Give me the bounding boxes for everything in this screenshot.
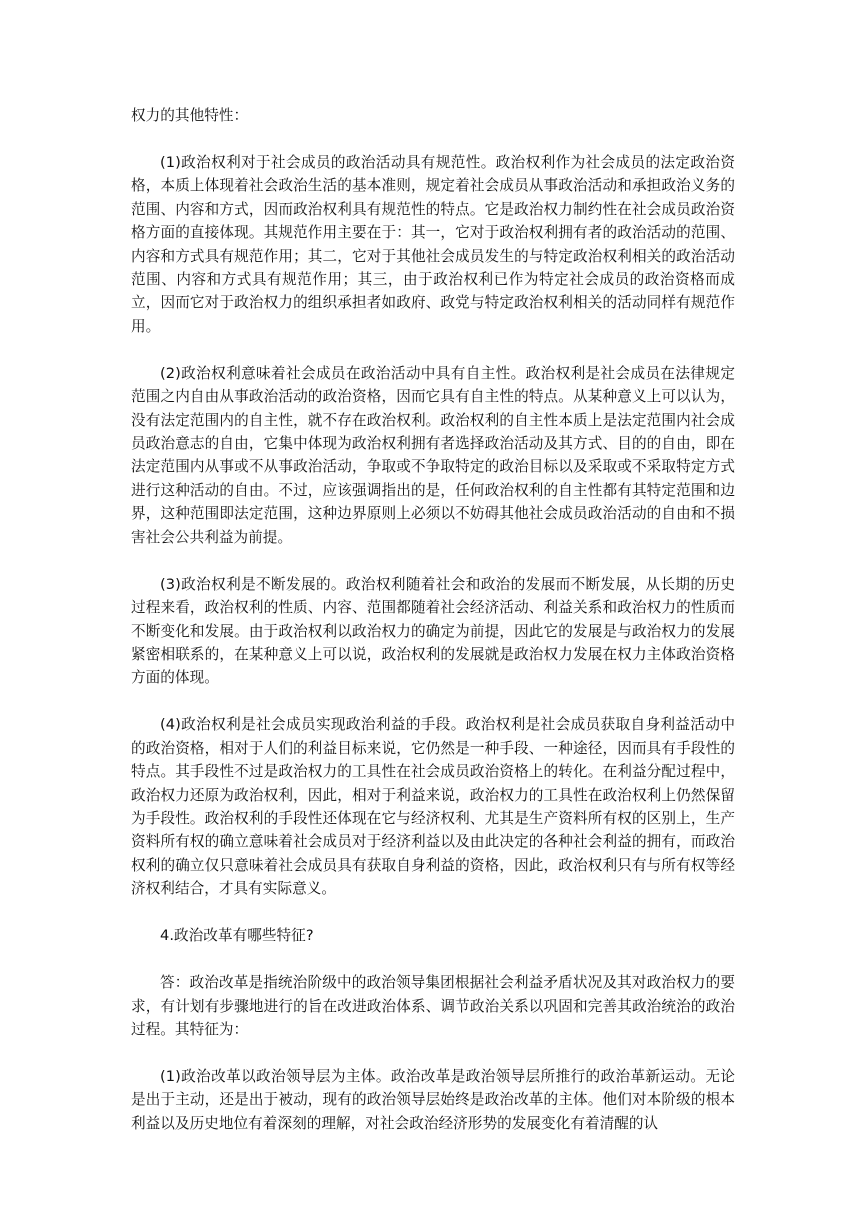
intro-text: 权力的其他特性： — [131, 107, 249, 124]
paragraph-4: (4)政治权利是社会成员实现政治利益的手段。政治权利是社会成员获取自身利益活动中的政治资格，相对于人们的利益目标来说，它仍然是一种手段、一种途径，因而具有手段性的特点。其手段性不过是政治权力的工具性在社会成员政治资格上的转化。在利益分配过程中，政治权力还原为政治权利，因此，相对于利益来说，政治权力的工具性在政治权利上仍然保留为手段性。政治权利的手段性还体现在它与经济权利、尤其是生产资料所有权的区别上，生产资料所有权的确立意味着社会成员对于经济利益以及由此决定的各种社会利益的拥有，而政治权利的确立仅只意味着社会成员具有获取自身利益的资格，因此，政治权利只有与所有权等经济权利结合，才具有实际意义。 — [131, 716, 735, 898]
question-heading: 4.政治改革有哪些特征? — [160, 927, 314, 945]
document-page — [131, 104, 735, 1135]
answer-point-1: (1)政治改革以政治领导层为主体。政治改革是政治领导层所推行的政治革新运动。无论是出于主动，还是出于被动，现有的政治领导层始终是政治改革的主体。他们对本阶级的根本利益以及历史地位有着深刻的理解，对社会政治经济形势的发展变化有着清醒的认 — [131, 1067, 735, 1132]
paragraph-3: (3)政治权利是不断发展的。政治权利随着社会和政治的发展而不断发展，从长期的历史过程来看，政治权利的性质、内容、范围都随着社会经济活动、利益关系和政治权力的性质而不断变化和发展。由于政治权利以政治权力的确定为前提，因此它的发展是与政治权力的发展紧密相联系的，在某种意义上可以说，政治权利的发展就是政治权力发展在权力主体政治资格方面的体现。 — [131, 575, 735, 687]
paragraph-1: (1)政治权利对于社会成员的政治活动具有规范性。政治权利作为社会成员的法定政治资格，本质上体现着社会政治生活的基本准则，规定着社会成员从事政治活动和承担政治义务的范围、内容和方式，因而政治权利具有规范性的特点。它是政治权力制约性在社会成员政治资格方面的直接体现。其规范作用主要在于：其一，它对于政治权利拥有者的政治活动的范围、内容和方式具有规范作用；其二，它对于其他社会成员发生的与特定政治权利相关的政治活动范围、内容和方式具有规范作用；其三，由于政治权利已作为特定社会成员的政治资格而成立，因而它对于政治权力的组织承担者如政府、政党与特定政治权利相关的活动同样有规范作用。 — [131, 154, 735, 335]
paragraph-2: (2)政治权利意味着社会成员在政治活动中具有自主性。政治权利是社会成员在法律规定范围之内自由从事政治活动的政治资格，因而它具有自主性的特点。从某种意义上可以认为，没有法定范围内的自主性，就不存在政治权利。政治权利的自主性本质上是法定范围内社会成员政治意志的自由，它集中体现为政治权利拥有者选择政治活动及其方式、目的的自由，即在法定范围内从事或不从事政治活动，争取或不争取特定的政治目标以及采取或不采取特定方式进行这种活动的自由。不过，应该强调指出的是，任何政治权利的自主性都有其特定范围和边界，这种范围即法定范围，这种边界原则上必须以不妨碍其他社会成员政治活动的自由和不损害社会公共利益为前提。 — [131, 364, 735, 546]
answer-paragraph: 答：政治改革是指统治阶级中的政治领导集团根据社会利益矛盾状况及其对政治权力的要求，有计划有步骤地进行的旨在改进政治体系、调节政治关系以巩固和完善其政治统治的政治过程。其特征为： — [131, 974, 735, 1038]
